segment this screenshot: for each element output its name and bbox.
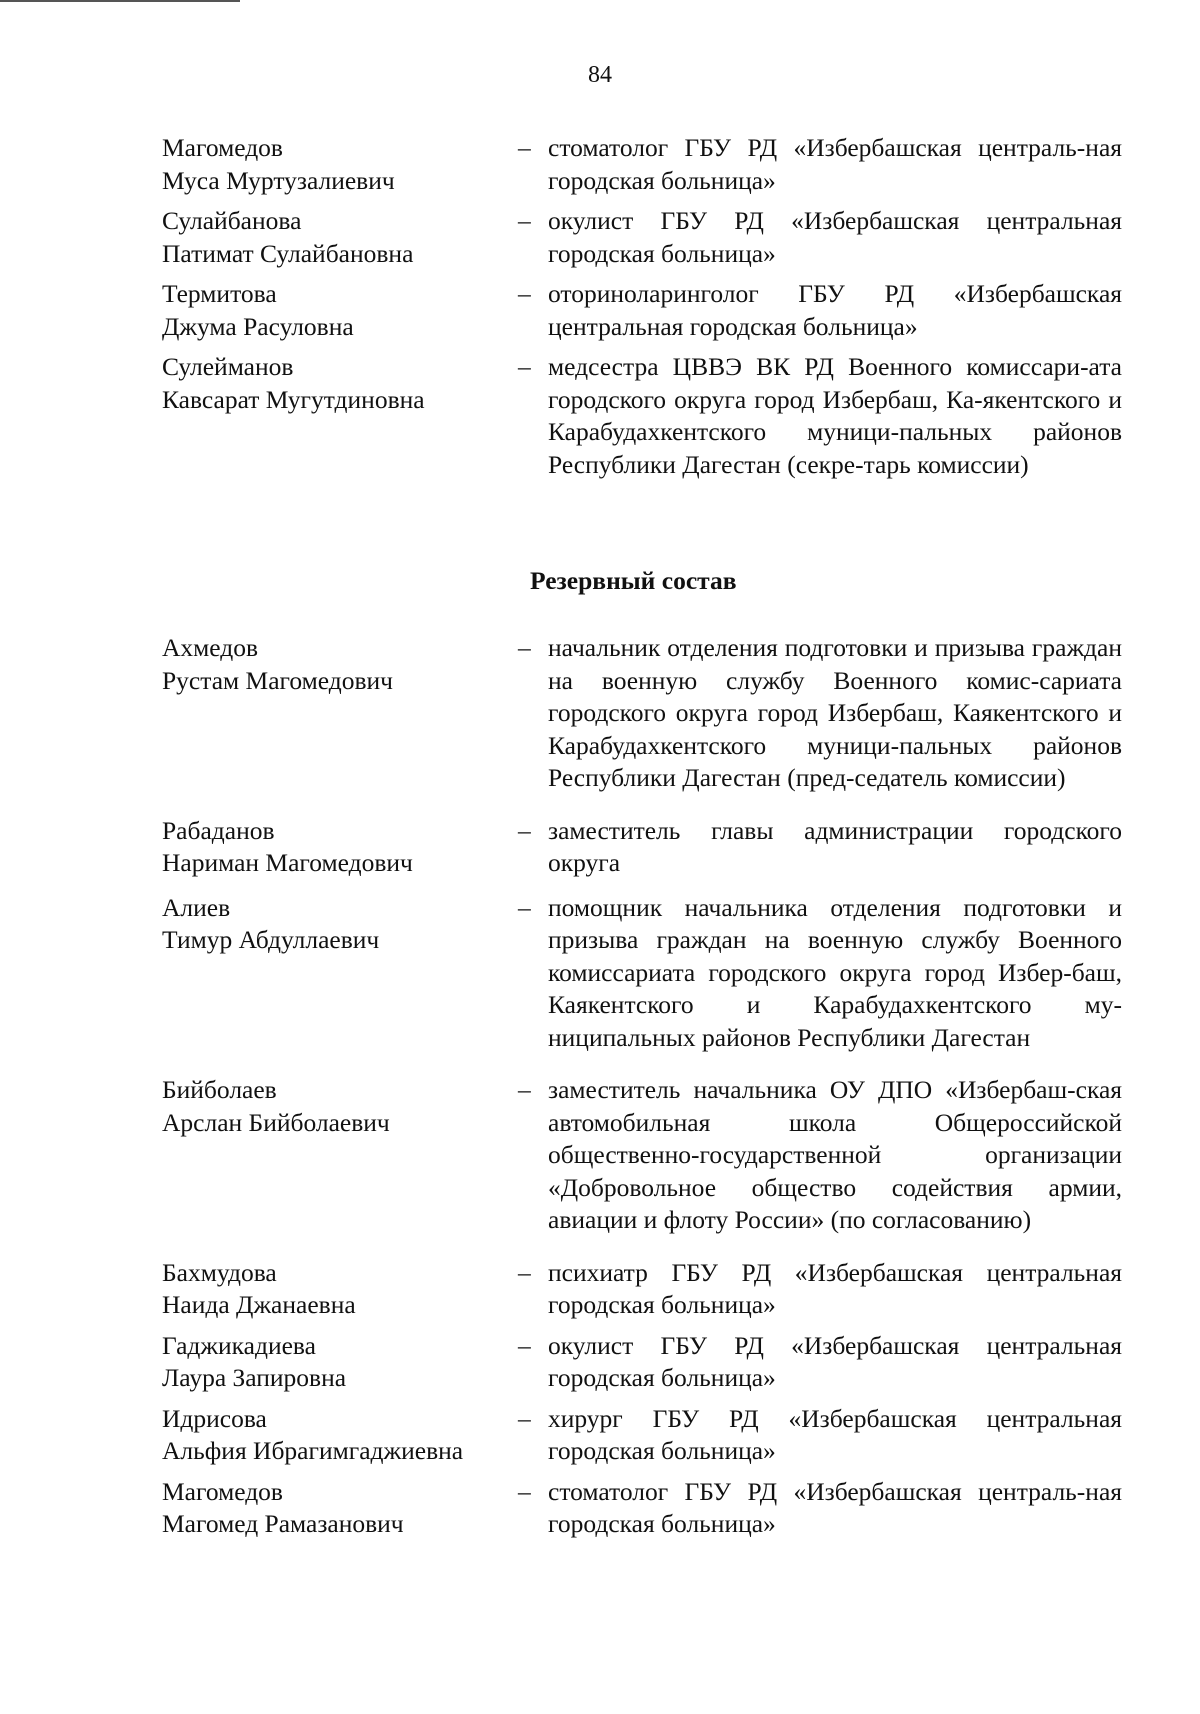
member-role: окулист ГБУ РД «Избербашская центральная городская больница» bbox=[548, 206, 1122, 268]
member-name bbox=[162, 132, 518, 197]
member-entry bbox=[162, 892, 1122, 1055]
member-name bbox=[162, 892, 518, 1055]
member-surname: Магомедов bbox=[162, 1476, 283, 1506]
member-role: помощник начальника отделения подготовки и призыва граждан на военную службу Военного комиссариата городского округа город Избер-баш, Каякентского и Карабудахкентского му-ниципальных районов Республики Дагестан bbox=[548, 892, 1122, 1052]
member-surname: Термитова bbox=[162, 279, 277, 308]
member-entry bbox=[162, 132, 1122, 197]
member-entry bbox=[162, 278, 1122, 343]
member-name bbox=[162, 1476, 518, 1541]
member-surname: Сулейманов bbox=[162, 352, 294, 381]
member-name bbox=[162, 1403, 518, 1468]
member-role: начальник отделения подготовки и призыва граждан на военную службу Военного комис-сариата городского округа город Избербаш, Каякентского и Карабудахкентского муници-пальных районов Республики Дагестан (пред-седатель комиссии) bbox=[548, 633, 1122, 792]
member-surname: Рабаданов bbox=[162, 815, 275, 845]
member-role: хирург ГБУ РД «Избербашская центральная городская больница» bbox=[548, 1403, 1122, 1465]
member-name bbox=[162, 1074, 518, 1237]
section-title-reserve: Резервный состав bbox=[530, 566, 737, 595]
member-entry bbox=[162, 1476, 1122, 1541]
member-given-name: Арслан Бийболаевич bbox=[162, 1107, 390, 1137]
member-surname: Ахмедов bbox=[162, 633, 259, 662]
member-entry bbox=[162, 632, 1122, 795]
member-given-name: Рустам Магомедович bbox=[162, 665, 393, 695]
member-name bbox=[162, 1257, 518, 1322]
member-given-name: Наида Джанаевна bbox=[162, 1290, 356, 1319]
member-surname: Идрисова bbox=[162, 1403, 267, 1433]
member-role: стоматолог ГБУ РД «Избербашская централь-ная городская больница» bbox=[548, 133, 1122, 195]
entry-dash: – bbox=[518, 1403, 531, 1433]
member-given-name: Лаура Запировна bbox=[162, 1363, 347, 1392]
entry-dash: – bbox=[518, 206, 531, 235]
member-role: заместитель начальника ОУ ДПО «Избербаш-ская автомобильная школа Общероссийской общественно-государственной организации «Добровольное общество содействия армии, авиации и флоту России» (по согласованию) bbox=[548, 1075, 1122, 1234]
member-given-name: Магомед Рамазанович bbox=[162, 1509, 404, 1538]
member-entry bbox=[162, 1330, 1122, 1395]
member-entry bbox=[162, 351, 1122, 481]
entry-dash: – bbox=[518, 133, 531, 162]
member-given-name: Джума Расуловна bbox=[162, 311, 354, 341]
member-role: заместитель главы администрации городского округа bbox=[548, 815, 1122, 877]
entry-dash: – bbox=[518, 892, 531, 922]
member-surname: Сулайбанова bbox=[162, 206, 302, 235]
reserve-members-list bbox=[162, 632, 1122, 1541]
entry-dash: – bbox=[518, 633, 531, 662]
member-name bbox=[162, 1330, 518, 1395]
member-given-name: Кавсарат Мугутдиновна bbox=[162, 384, 425, 414]
member-given-name: Нариман Магомедович bbox=[162, 848, 413, 877]
member-given-name: Муса Муртузалиевич bbox=[162, 165, 395, 195]
member-role: психиатр ГБУ РД «Избербашская центральная городская больница» bbox=[548, 1257, 1122, 1319]
member-surname: Магомедов bbox=[162, 133, 283, 162]
member-entry bbox=[162, 1074, 1122, 1237]
main-members-list bbox=[162, 132, 1122, 481]
entry-dash: – bbox=[518, 352, 531, 381]
member-given-name: Патимат Сулайбановна bbox=[162, 238, 414, 268]
member-name bbox=[162, 351, 518, 481]
member-name bbox=[162, 815, 518, 880]
entry-dash: – bbox=[518, 815, 531, 845]
member-surname: Бахмудова bbox=[162, 1257, 277, 1287]
member-surname: Бийболаев bbox=[162, 1075, 277, 1104]
member-surname: Алиев bbox=[162, 892, 231, 922]
member-entry bbox=[162, 1403, 1122, 1468]
entry-dash: – bbox=[518, 1257, 531, 1287]
member-role: оториноларинголог ГБУ РД «Избербашская центральная городская больница» bbox=[548, 279, 1122, 341]
member-entry bbox=[162, 815, 1122, 880]
member-role: медсестра ЦВВЭ ВК РД Военного комиссари-ата городского округа город Избербаш, Ка-якентского и Карабудахкентского муници-пальных районов Республики Дагестан (секре-тарь комиссии) bbox=[548, 352, 1122, 479]
member-role: окулист ГБУ РД «Избербашская центральная городская больница» bbox=[548, 1330, 1122, 1392]
member-name bbox=[162, 278, 518, 343]
member-given-name: Тимур Абдуллаевич bbox=[162, 925, 380, 954]
page-number: 84 bbox=[588, 62, 612, 88]
entry-dash: – bbox=[518, 1476, 531, 1506]
scan-artifact-line bbox=[0, 0, 240, 2]
member-name bbox=[162, 205, 518, 270]
member-name bbox=[162, 632, 518, 795]
entry-dash: – bbox=[518, 279, 531, 308]
member-role: стоматолог ГБУ РД «Избербашская централь-ная городская больница» bbox=[548, 1476, 1122, 1538]
member-given-name: Альфия Ибрагимгаджиевна bbox=[162, 1436, 464, 1465]
member-entry bbox=[162, 205, 1122, 270]
entry-dash: – bbox=[518, 1330, 531, 1360]
member-entry bbox=[162, 1257, 1122, 1322]
entry-dash: – bbox=[518, 1075, 531, 1104]
member-surname: Гаджикадиева bbox=[162, 1330, 316, 1360]
